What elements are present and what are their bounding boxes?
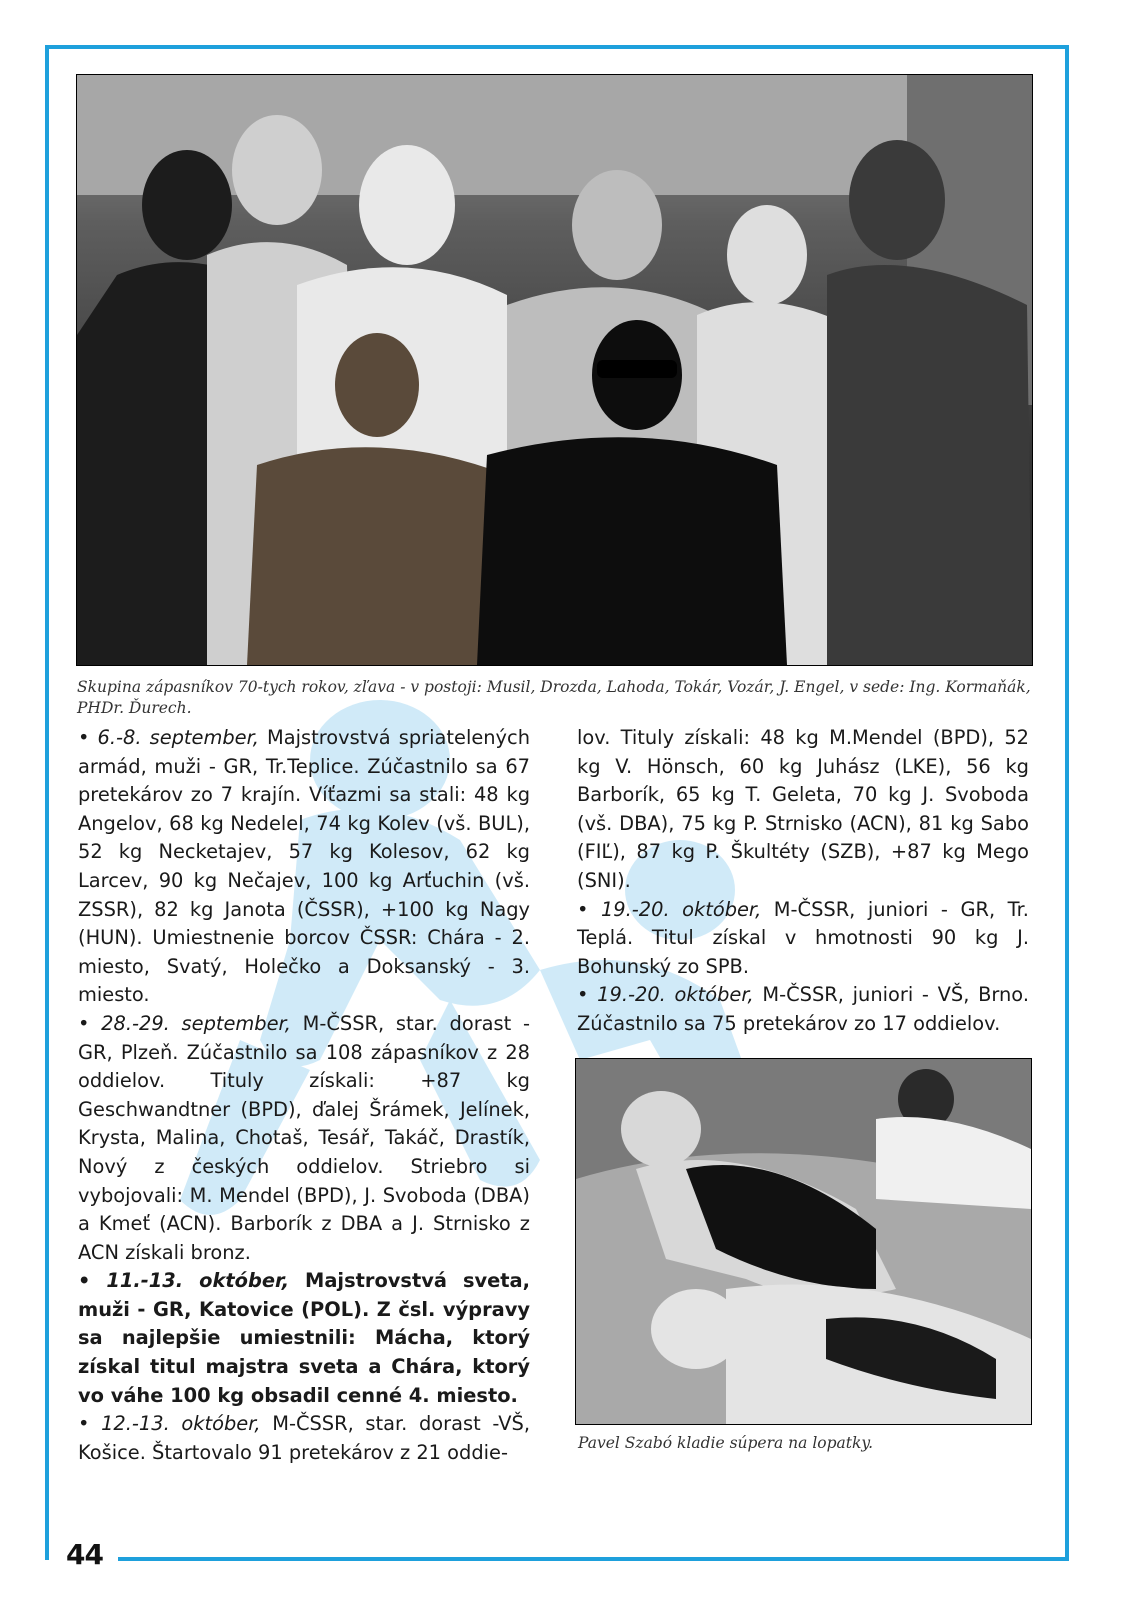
article-date: 6.-8. september, xyxy=(97,726,259,749)
article-date: 28.-29. september, xyxy=(101,1011,291,1035)
page-number: 44 xyxy=(66,1538,103,1571)
article-date: 19.-20. október, xyxy=(600,897,762,921)
text-column-left xyxy=(78,724,530,1467)
caption-top-photo: Skupina zápasníkov 70-tych rokov, zľava - v postoji: Musil, Drozda, Lahoda, Tokár, Vozár, J. Engel, v sede: Ing. Kormaňák, PHDr. Ďurech. xyxy=(77,678,1031,717)
page-frame-right xyxy=(1065,45,1069,1560)
caption-bottom-photo: Pavel Szabó kladie súpera na lopatky. xyxy=(578,1434,874,1452)
text-column-right xyxy=(577,724,1029,1039)
article-6: • 19.-20. október, M-ČSSR, juniori - VŠ, Brno. Zúčastnilo sa 75 pretekárov zo 17 oddielov. xyxy=(577,983,1029,1035)
article-date: 12.-13. október, xyxy=(101,1412,261,1436)
page-frame-left xyxy=(45,45,49,1560)
article-1: • 6.-8. september, Majstrovstvá spriatelených armád, muži - GR, Tr.Teplice. Zúčastnilo sa 67 pretekárov zo 7 krajín. Víťazmi sa stali: 48 kg Angelov, 68 kg Nedelel, 74 kg Kolev (vš. BUL), 52 kg Necketajev, 57 kg Kolesov, 62 kg Larcev, 90 kg Nečajev, 100 kg Arťuchin (vš. ZSSR), 82 kg Janota (ČSSR), +100 kg Nagy (HUN). Umiestnenie borcov ČSSR: Chára - 2. miesto, Svatý, Holečko a Doksanský - 3. miesto. xyxy=(78,726,530,1007)
article-date: 19.-20. október, xyxy=(597,983,754,1007)
article-3: • 11.-13. október, Majstrovstvá sveta, muži - GR, Katovice (POL). Z čsl. výpravy sa najlepšie umiestnili: Mácha, ktorý získal titul majstra sveta a Chára, ktorý vo váhe 100 kg obsadil cenné 4. miesto. xyxy=(78,1269,530,1407)
photo-group-wrestlers xyxy=(76,74,1033,666)
article-5: • 19.-20. október, M-ČSSR, juniori - GR, Tr. Teplá. Titul získal v hmotnosti 90 kg J. Bohunský zo SPB. xyxy=(577,897,1029,978)
article-4-continuation: lov. Tituly získali: 48 kg M.Mendel (BPD), 52 kg V. Hönsch, 60 kg Juhász (LKE), 56 kg Barborík, 65 kg T. Geleta, 70 kg J. Svoboda (vš. DBA), 75 kg P. Strnisko (ACN), 81 kg Sabo (FIĽ), 87 kg P. Škultéty (SZB), +87 kg Mego (SNI). xyxy=(577,726,1029,892)
page-frame-top xyxy=(45,45,1069,49)
photo-wrestling-match xyxy=(575,1058,1032,1425)
article-2: • 28.-29. september, M-ČSSR, star. dorast - GR, Plzeň. Zúčastnilo sa 108 zápasníkov z 28 oddielov. Tituly získali: +87 kg Geschwandtner (BPD), ďalej Šrámek, Jelínek, Krysta, Malina, Chotaš, Tesář, Takáč, Drastík, Nový z českých oddielov. Striebro si vybojovali: M. Mendel (BPD), J. Svoboda (DBA) a Kmeť (ACN). Barborík z DBA a J. Strnisko z ACN získali bronz. xyxy=(78,1011,530,1264)
article-4: • 12.-13. október, M-ČSSR, star. dorast -VŠ, Košice. Štartovalo 91 pretekárov z 21 oddie- xyxy=(78,1412,530,1464)
article-date: 11.-13. október, xyxy=(106,1269,290,1293)
page-frame-bottom xyxy=(118,1557,1069,1561)
